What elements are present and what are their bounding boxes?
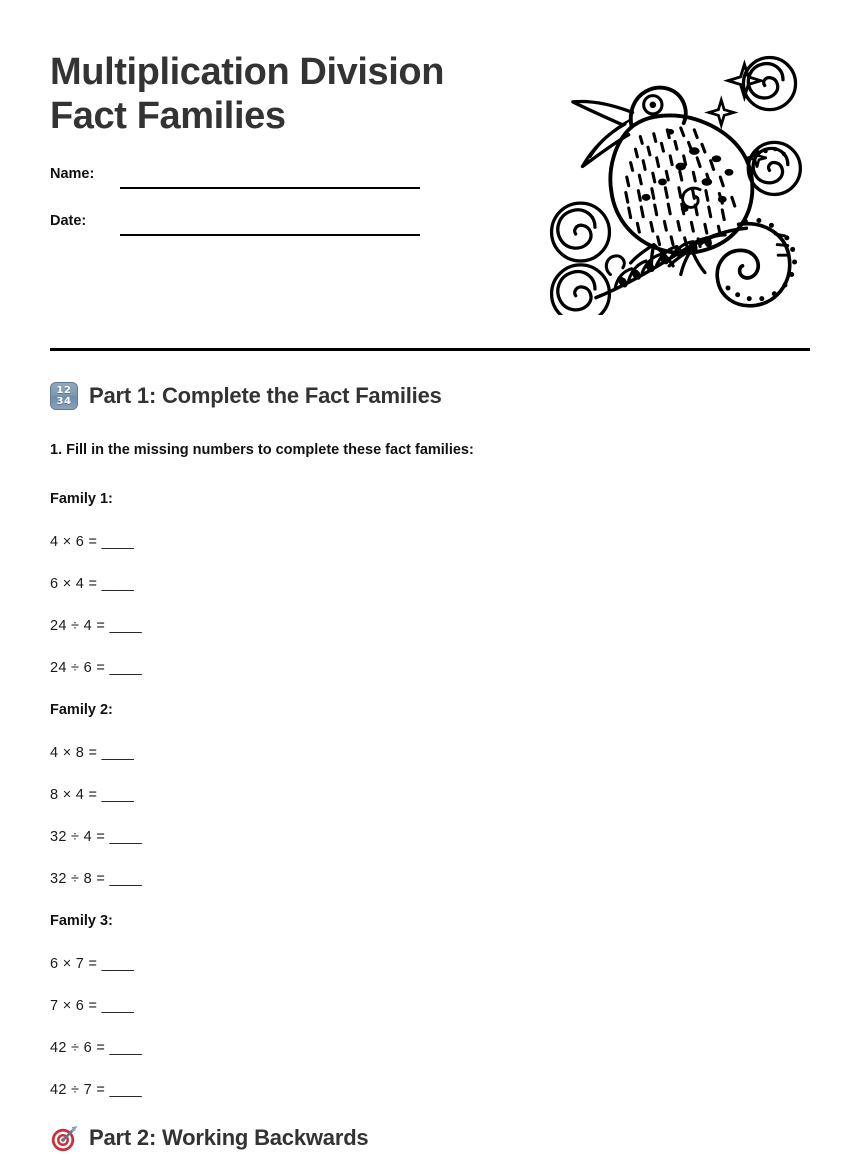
equation-expression: 8 × 4 =: [50, 787, 102, 803]
equation-row: [50, 534, 810, 550]
equation-expression: 4 × 8 =: [50, 745, 102, 761]
equation-row: [50, 1082, 810, 1098]
page-title-line2: Fact Families: [50, 95, 286, 138]
equation-blank[interactable]: ____: [101, 787, 134, 803]
equation-blank[interactable]: ____: [109, 871, 142, 887]
equation-expression: 6 × 7 =: [50, 956, 102, 972]
equation-expression: 42 ÷ 7 =: [50, 1082, 110, 1098]
equation-row: [50, 956, 810, 972]
equation-blank[interactable]: ____: [109, 829, 142, 845]
equation-row: [50, 576, 810, 592]
equation-row: [50, 660, 810, 676]
part2-heading: [50, 1124, 810, 1152]
date-field-row: [50, 207, 520, 254]
page-title: [50, 50, 520, 138]
name-field-label: Name:: [50, 166, 95, 182]
family-group-2: [50, 702, 810, 887]
worksheet-header: [50, 40, 810, 330]
direct-hit-target-icon: [50, 1124, 78, 1152]
equation-expression: 24 ÷ 6 =: [50, 660, 110, 676]
part1-heading-text: Part 1: Complete the Fact Families: [89, 383, 442, 408]
student-fields: [50, 160, 520, 254]
date-field-input-line[interactable]: [120, 234, 420, 236]
equation-blank[interactable]: ____: [101, 576, 134, 592]
equation-expression: 6 × 4 =: [50, 576, 102, 592]
equation-blank[interactable]: ____: [109, 660, 142, 676]
page-title-line1: Multiplication Division: [50, 51, 445, 93]
part2-heading-text: Part 2: Working Backwards: [89, 1125, 369, 1150]
family-group-1: [50, 491, 810, 676]
equation-row: [50, 998, 810, 1014]
family-group-3: [50, 913, 810, 1098]
equation-blank[interactable]: ____: [101, 745, 134, 761]
equation-expression: 24 ÷ 4 =: [50, 618, 110, 634]
equation-blank[interactable]: ____: [109, 1082, 142, 1098]
input-numbers-1234-icon: 12 34: [50, 382, 78, 410]
equation-row: [50, 787, 810, 803]
date-field-label: Date:: [50, 213, 87, 229]
part1-instruction: 1. Fill in the missing numbers to complete these fact families:: [50, 442, 474, 458]
equation-expression: 4 × 6 =: [50, 534, 102, 550]
kiwi-bird-fern-koru-illustration: [540, 45, 810, 315]
equation-blank[interactable]: ____: [101, 534, 134, 550]
equation-row: [50, 1040, 810, 1056]
family-1-label: Family 1:: [50, 491, 113, 507]
worksheet-content: [50, 382, 810, 1152]
equation-row: [50, 871, 810, 887]
equation-blank[interactable]: ____: [109, 1040, 142, 1056]
equation-row: [50, 829, 810, 845]
name-field-row: [50, 160, 520, 207]
title-block: [50, 50, 520, 138]
equation-expression: 7 × 6 =: [50, 998, 102, 1014]
name-field-input-line[interactable]: [120, 187, 420, 189]
equation-row: [50, 618, 810, 634]
equation-blank[interactable]: ____: [101, 998, 134, 1014]
part1-heading: [50, 382, 810, 410]
equation-blank[interactable]: ____: [101, 956, 134, 972]
equation-expression: 32 ÷ 8 =: [50, 871, 110, 887]
header-divider: [50, 348, 810, 351]
equation-row: [50, 745, 810, 761]
equation-expression: 42 ÷ 6 =: [50, 1040, 110, 1056]
family-3-label: Family 3:: [50, 913, 113, 929]
equation-blank[interactable]: ____: [109, 618, 142, 634]
equation-expression: 32 ÷ 4 =: [50, 829, 110, 845]
family-2-label: Family 2:: [50, 702, 113, 718]
